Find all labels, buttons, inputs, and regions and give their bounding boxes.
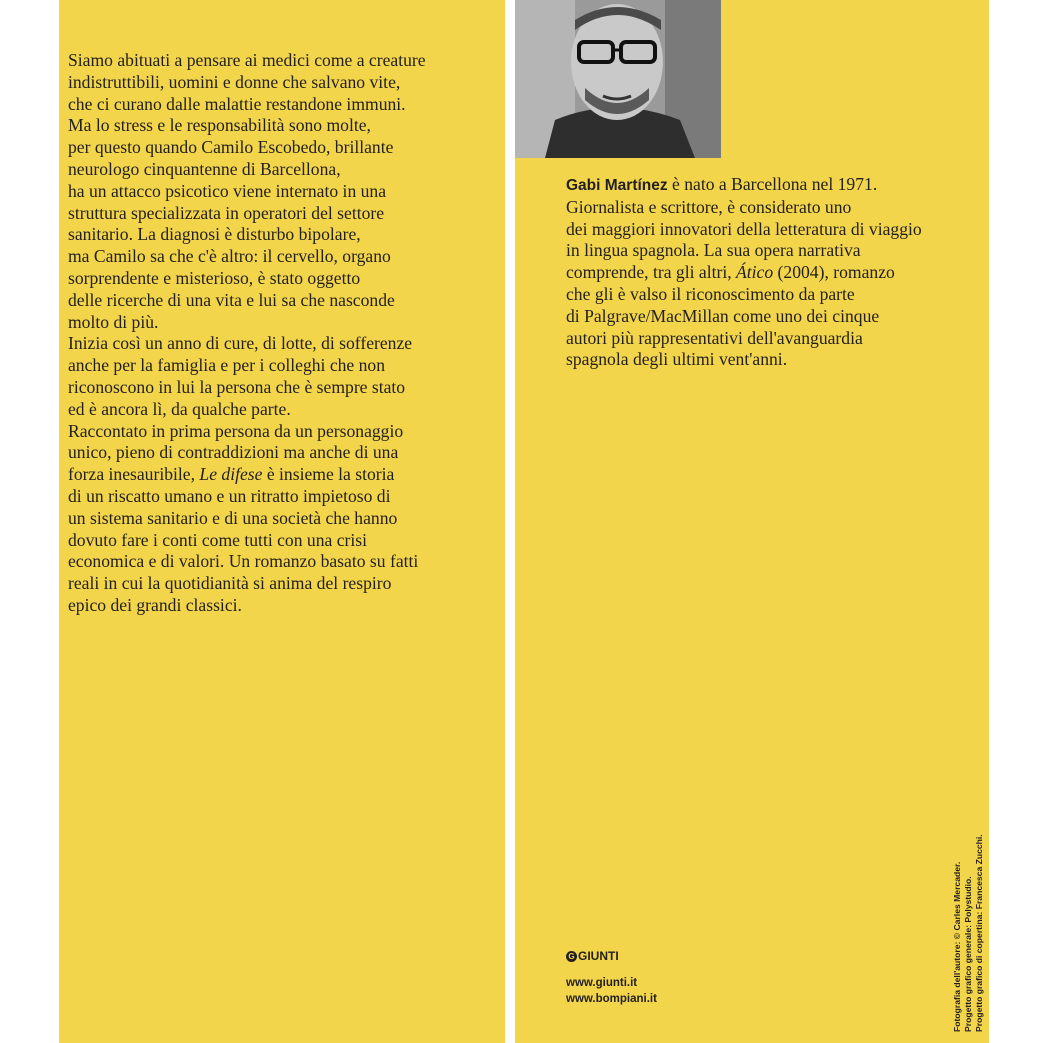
giunti-website-link[interactable]: www.giunti.it [566, 977, 638, 989]
synopsis-line: Raccontato in prima persona da un personaggio [68, 420, 404, 441]
bio-line: in lingua spagnola. La sua opera narrativa [566, 240, 861, 261]
bompiani-website-link[interactable]: www.bompiani.it [566, 993, 657, 1005]
synopsis-line: reali in cui la quotidianità si anima del respiro [68, 573, 392, 594]
bio-line: autori più rappresentativi dell'avanguardia [566, 327, 863, 348]
author-name: Gabi Martínez [566, 177, 668, 194]
synopsis-line: indistruttibili, uomini e donne che salvano vite, [68, 71, 401, 92]
synopsis-line: economica e di valori. Un romanzo basato su fatti [68, 551, 419, 572]
author-bio [566, 174, 966, 371]
work-title: Ático [736, 262, 774, 283]
bio-line: Giornalista e scrittore, è considerato uno [566, 196, 852, 217]
credit-photo: Fotografia dell'autore: © Carles Mercader. [952, 861, 962, 1032]
bio-line: di Palgrave/MacMillan come uno dei cinque [566, 305, 880, 326]
synopsis-line-book-title: forza inesauribile, Le difese è insieme la storia [68, 464, 395, 485]
synopsis-line: unico, pieno di contraddizioni ma anche di una [68, 442, 399, 463]
synopsis-text [68, 50, 488, 617]
synopsis-line: anche per la famiglia e per i colleghi che non [68, 355, 386, 376]
publisher-logo: G GIUNTI [566, 949, 619, 963]
publisher-websites [566, 975, 657, 1007]
synopsis-line: Siamo abituati a pensare ai medici come a creature [68, 50, 426, 70]
synopsis-line: un sistema sanitario e di una società che hanno [68, 507, 398, 528]
synopsis-line: di un riscatto umano e un ritratto impietoso di [68, 485, 391, 506]
bio-first-line: Gabi Martínez è nato a Barcellona nel 1971. [566, 174, 878, 194]
author-portrait-image [515, 0, 721, 158]
synopsis-line: sorprendente e misterioso, è stato oggetto [68, 267, 361, 288]
bio-line: spagnola degli ultimi vent'anni. [566, 349, 788, 370]
synopsis-line: ma Camilo sa che c'è altro: il cervello, organo [68, 246, 391, 267]
synopsis-line: ed è ancora lì, da qualche parte. [68, 398, 291, 419]
author-photo [515, 0, 721, 158]
synopsis-line: struttura specializzata in operatori del settore [68, 202, 385, 223]
synopsis-line: che ci curano dalle malattie restandone immuni. [68, 93, 406, 114]
synopsis-line: Ma lo stress e le responsabilità sono molte, [68, 115, 371, 136]
bio-line: che gli è valso il riconoscimento da parte [566, 283, 855, 304]
synopsis-line: dovuto fare i conti come tutti con una crisi [68, 529, 368, 550]
synopsis-line: delle ricerche di una vita e lui sa che nasconde [68, 289, 395, 310]
synopsis-line: ha un attacco psicotico viene internato in una [68, 180, 387, 201]
giunti-logo-icon: G [566, 951, 577, 962]
synopsis-line: molto di più. [68, 311, 159, 332]
synopsis-line: Inizia così un anno di cure, di lotte, di sofferenze [68, 333, 413, 354]
synopsis-line: neurologo cinquantenne di Barcellona, [68, 158, 341, 179]
credit-cover-design: Progetto grafico di copertina: Francesca Zucchi. [974, 834, 984, 1032]
synopsis-line: riconoscono in lui la persona che è sempre stato [68, 376, 406, 397]
book-title: Le difese [199, 464, 263, 485]
credit-general-design: Progetto grafico generale: Polystudio. [963, 876, 973, 1032]
synopsis-line: per questo quando Camilo Escobedo, brillante [68, 137, 394, 158]
synopsis-line: sanitario. La diagnosi è disturbo bipolare, [68, 224, 361, 245]
credits-vertical [952, 834, 985, 1032]
synopsis-line: epico dei grandi classici. [68, 594, 242, 615]
bio-line: dei maggiori innovatori della letteratura di viaggio [566, 218, 922, 239]
bio-work-line: comprende, tra gli altri, Ático (2004), romanzo [566, 262, 895, 283]
